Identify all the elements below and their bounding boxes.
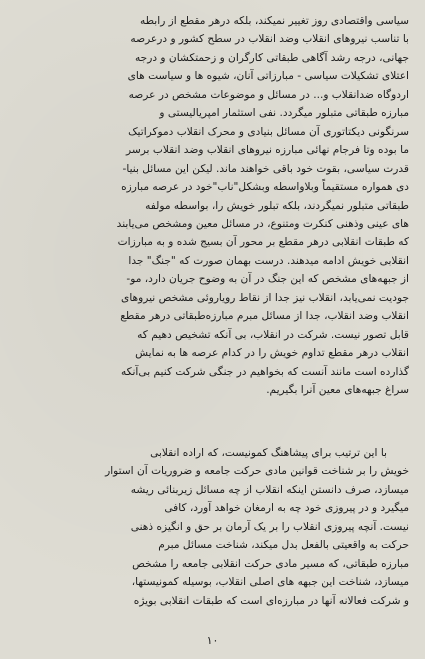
text-line: با تناسب نیروهای انقلاب وضد انقلاب در سطح کشور و درعرصه <box>130 33 409 46</box>
text-line: که طبقات انقلابی درهر مقطع بر محور آن بسیج شده و به مبارزات <box>117 236 409 249</box>
text-line: میگیرد و در پیروزی خود چه به ارمغان خواهد آورد، کافی <box>164 502 409 515</box>
text-line: اردوگاه ضدانقلاب و... در مسائل و موضوعات مشخص در عرصه <box>128 88 409 101</box>
text-line: ما بوده وتا فرجام نهائی مبارزه نیروهای انقلاب وضد انقلاب برسر <box>125 144 409 157</box>
text-line: مبارزه طبقاتی متبلور میگردد. نفی استثمار امپریالیستی و <box>159 107 409 120</box>
paragraph-2 <box>14 444 409 610</box>
text-line: های عینی وذهنی کنکرت ومتنوع، در مسائل معین ومشخص می‌یابند <box>116 217 409 230</box>
text-line: میسازد، صرف دانستن اینکه انقلاب از چه مسائل زیربنائی ریشه <box>130 483 409 496</box>
text-line: طبقاتی متبلور نمیگردند، بلکه تبلور خویش را، بواسطه مولفه <box>145 199 409 212</box>
page-number: ۱۰ <box>206 634 219 647</box>
text-line: خویش را بر شناخت قوانین مادی حرکت جامعه و ضروریات آن استوار <box>105 465 409 478</box>
text-line: جهانی، درجه رشد آگاهی طبقاتی کارگران و زحمتکشان و درجه <box>135 51 409 64</box>
text-line: گذارده است مانند آنست که بخواهیم در جنگی شرکت کنیم بی‌آنکه <box>120 365 409 378</box>
text-line: انقلاب درهر مقطع تداوم خویش را در کدام عرصه ها به نمایش <box>135 347 409 360</box>
text-line: سرنگونی دیکتاتوری آن مسائل بنیادی و محرک انقلاب دموکراتیک <box>128 125 409 138</box>
text-line: قابل تصور نیست. شرکت در انقلاب، بی آنکه تشخیص دهیم که <box>137 328 409 341</box>
text-line: مبارزه طبقاتی، که مسیر مادی حرکت انقلابی جامعه را مشخص <box>132 557 409 570</box>
text-line: و شرکت فعالانه آنها در مبارزه‌ای است که طبقات انقلابی بویژه <box>133 594 409 607</box>
text-line: سیاسی واقتصادی روز تغییر نمیکند، بلکه درهر مقطع از رابطه <box>139 15 409 27</box>
paragraph-1 <box>14 12 409 400</box>
text-line: اعتلای تشکیلات سیاسی - مبارزاتی آنان، شیوه ها و سیاست های <box>127 70 409 83</box>
text-line: نیست. آنچه پیروزی انقلاب را بر یک آرمان بر حق و انگیزه ذهنی <box>130 520 409 533</box>
text-line: قدرت سیاسی، بقوت خود باقی خواهند ماند. لیکن این مسائل بنیا- <box>122 162 409 175</box>
text-line: دی همواره مستقیماً وبلاواسطه وبشکل"ناب"خود در عرصه مبارزه <box>121 181 409 194</box>
text-line: انقلاب وضد انقلاب، جدا از مسائل مبرم مبارزه‌طبقاتی درهر مقطع <box>120 310 409 323</box>
text-line: انقلابی خویش ادامه میدهند. درست بهمان صورت که "جنگ" جدا <box>128 254 409 267</box>
text-line: با این ترتیب برای پیشاهنگ کمونیست، که اراده انقلابی <box>150 447 387 459</box>
text-line: میسازد، شناخت این جبهه های اصلی انقلاب، بوسیله کمونیستها، <box>131 576 409 589</box>
text-line: حرکت به واقعیتی بالفعل بدل میکند، شناخت مسائل مبرم <box>158 539 409 552</box>
text-line: سراغ جبهه‌های معین آنرا بگیریم. <box>266 384 409 397</box>
text-line: جودیت نمی‌یابد، انقلاب نیز جدا از نقاط رویاروئی مشخص نیروهای <box>121 291 409 304</box>
text-line: از جبهه‌های مشخص که این جنگ در آن به وضوح جریان دارد، مو- <box>126 273 409 286</box>
